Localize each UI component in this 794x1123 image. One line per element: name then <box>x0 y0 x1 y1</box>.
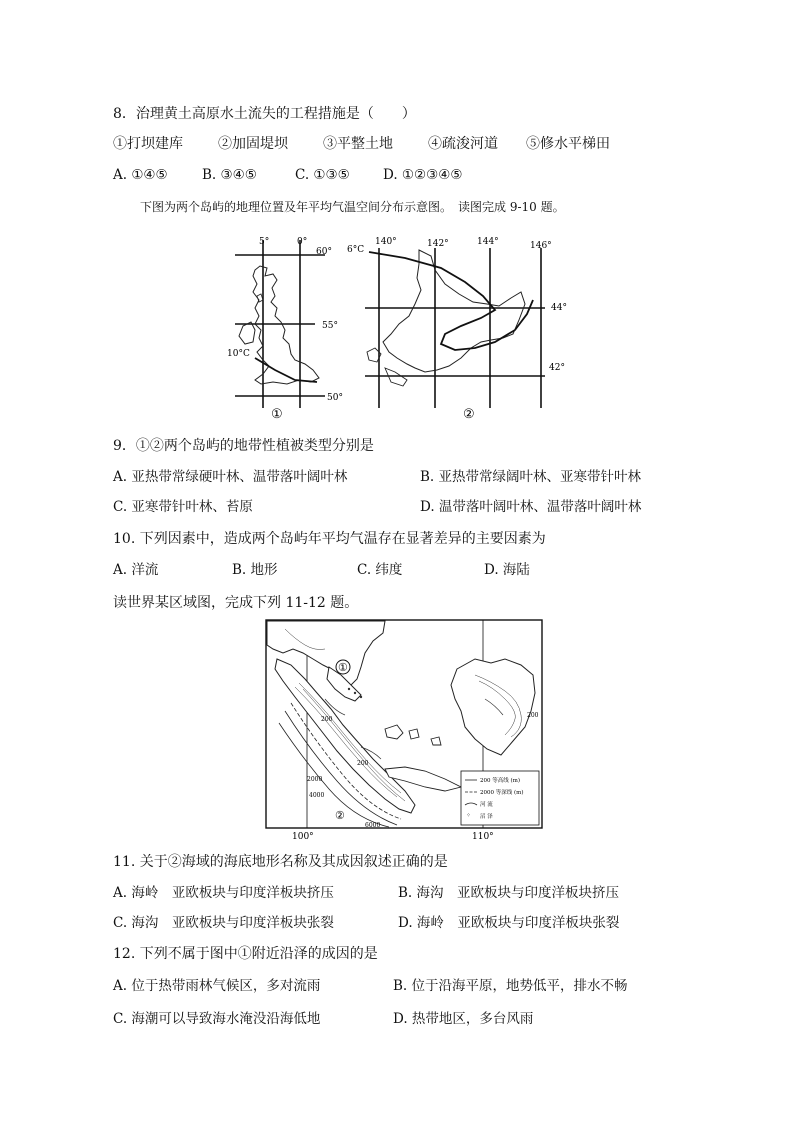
map-caption: ② <box>463 407 475 422</box>
q8-item: ②加固堤坝 <box>218 136 288 152</box>
q10-stem: 10. 下列因素中，造成两个岛屿年平均气温存在显著差异的主要因素为 <box>113 531 546 547</box>
marker-2: ② <box>335 809 345 822</box>
lat-label: 55° <box>322 321 338 331</box>
q11-option-c: C. 海沟 亚欧板块与印度洋板块张裂 <box>113 915 334 931</box>
q10-option-d: D. 海陆 <box>484 562 530 578</box>
isotherm-6c <box>369 252 533 350</box>
island-map-1 <box>225 230 345 425</box>
contour-label: 2000 <box>307 776 323 783</box>
contour-label: 200 <box>527 712 539 719</box>
q9-stem: 9．①②两个岛屿的地带性植被类型分别是 <box>113 438 374 454</box>
q8-option-a: A. ①④⑤ <box>113 167 168 183</box>
legend-item: 200 等高线 (m) <box>480 778 521 784</box>
q8-stem: 8．治理黄土高原水土流失的工程措施是（ ） <box>113 106 416 122</box>
q8-item: ④疏浚河道 <box>428 136 498 152</box>
marsh-symbol-icon: ⁘ <box>466 812 472 819</box>
contour-label: 6000 <box>365 822 381 829</box>
q8-item: ③平整土地 <box>323 136 393 152</box>
q11-stem: 11. 关于②海域的海底地形名称及其成因叙述正确的是 <box>113 854 448 870</box>
q9-option-b: B. 亚热带常绿阔叶林、亚寒带针叶林 <box>420 469 642 485</box>
island-2-coastline <box>383 250 525 372</box>
island-map-2 <box>345 230 570 425</box>
q12-option-d: D. 热带地区，多台风雨 <box>393 1011 534 1027</box>
q9-option-d: D. 温带落叶阔叶林、温带落叶阔叶林 <box>420 499 642 515</box>
contour-label: 200 <box>321 716 333 723</box>
lon-label: 100° <box>292 832 314 841</box>
lon-label: 144° <box>477 237 499 247</box>
q11-option-d: D. 海岭 亚欧板块与印度洋板块张裂 <box>398 915 620 931</box>
legend-item: 2000 等深线 (m) <box>480 790 524 796</box>
lon-label: 142° <box>427 239 449 249</box>
figure-intro-11-12: 读世界某区域图，完成下列 11-12 题。 <box>113 595 359 611</box>
q10-option-b: B. 地形 <box>232 562 278 578</box>
isotherm-label: 10°C <box>227 349 250 359</box>
q12-stem: 12. 下列不属于图中①附近沿泽的成因的是 <box>113 946 378 962</box>
lon-label: 0° <box>297 237 308 247</box>
marker-1: ① <box>338 661 348 674</box>
q11-option-b: B. 海沟 亚欧板块与印度洋板块挤压 <box>398 885 620 901</box>
lon-label: 5° <box>259 237 270 247</box>
q8-item: ①打坝建库 <box>113 136 183 152</box>
q11-option-a: A. 海岭 亚欧板块与印度洋板块挤压 <box>113 885 334 901</box>
figure-intro-9-10: 下图为两个岛屿的地理位置及年平均气温空间分布示意图。 读图完成 9-10 题。 <box>140 200 565 214</box>
q10-option-c: C. 纬度 <box>357 562 403 578</box>
q12-option-c: C. 海潮可以导致海水淹没沿海低地 <box>113 1011 321 1027</box>
q9-option-a: A. 亚热带常绿硬叶林、温带落叶阔叶林 <box>113 469 348 485</box>
legend-item: 河 流 <box>480 802 493 808</box>
lon-label: 110° <box>472 832 494 841</box>
map-caption: ① <box>271 407 283 422</box>
q10-option-a: A. 洋流 <box>113 562 159 578</box>
lat-label: 50° <box>327 393 343 403</box>
contour-label: 4000 <box>309 792 325 799</box>
contour-label: 200 <box>357 760 369 767</box>
q12-option-a: A. 位于热带雨林气候区，多对流雨 <box>113 978 321 994</box>
q8-option-c: C. ①③⑤ <box>295 167 350 183</box>
isotherm-label: 6°C <box>347 245 365 255</box>
q8-option-d: D. ①②③④⑤ <box>383 167 463 183</box>
q8-item: ⑤修水平梯田 <box>526 136 610 152</box>
lon-label: 140° <box>375 237 397 247</box>
q9-option-c: C. 亚寒带针叶林、苔原 <box>113 499 253 515</box>
q8-option-b: B. ③④⑤ <box>202 167 257 183</box>
lat-label: 44° <box>551 303 567 313</box>
lat-label: 42° <box>549 363 565 373</box>
regional-map <box>265 619 544 841</box>
legend-item: 沼 泽 <box>480 814 493 820</box>
lat-label: 60° <box>316 247 332 257</box>
q12-option-b: B. 位于沿海平原，地势低平，排水不畅 <box>393 978 628 994</box>
lon-label: 146° <box>530 241 552 251</box>
